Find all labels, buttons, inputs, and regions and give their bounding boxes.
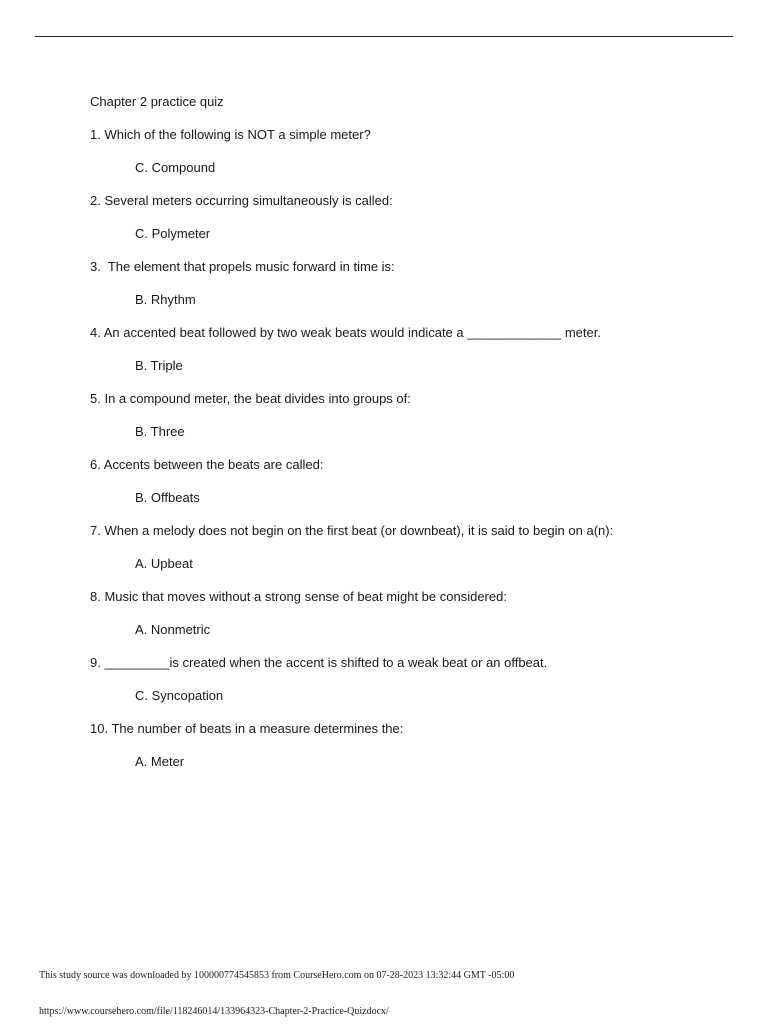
- answer-text: B. Triple: [135, 358, 183, 373]
- answer-text: A. Nonmetric: [135, 622, 211, 637]
- question-text: 3. The element that propels music forward in time is:: [90, 259, 395, 274]
- question-text: 7. When a melody does not begin on the first beat (or downbeat), it is said to begin on a(n):: [90, 523, 614, 538]
- quiz-item: [90, 654, 730, 704]
- quiz-item: [90, 324, 730, 374]
- answer-text: C. Polymeter: [135, 226, 211, 241]
- quiz-item: [90, 720, 730, 770]
- question-text: 1. Which of the following is NOT a simple meter?: [90, 127, 371, 142]
- question-text: 2. Several meters occurring simultaneously is called:: [90, 193, 393, 208]
- answer-text: C. Compound: [135, 160, 216, 175]
- quiz-document: [90, 93, 730, 786]
- question-text: 8. Music that moves without a strong sense of beat might be considered:: [90, 589, 507, 604]
- quiz-item: [90, 192, 730, 242]
- quiz-item: [90, 126, 730, 176]
- answer-text: C. Syncopation: [135, 688, 224, 703]
- answer-text: A. Meter: [135, 754, 185, 769]
- answer-text: A. Upbeat: [135, 556, 193, 571]
- answer-text: B. Three: [135, 424, 185, 439]
- question-text: 10. The number of beats in a measure determines the:: [90, 721, 404, 736]
- answer-text: B. Offbeats: [135, 490, 200, 505]
- quiz-item: [90, 456, 730, 506]
- answer-text: B. Rhythm: [135, 292, 196, 307]
- download-source-notice: This study source was downloaded by 100000774545853 from CourseHero.com on 07-28-2023 13:32:44 GMT -05:00: [39, 970, 515, 981]
- question-text: 5. In a compound meter, the beat divides into groups of:: [90, 391, 411, 406]
- quiz-item: [90, 588, 730, 638]
- header-rule: [35, 36, 733, 37]
- quiz-item: [90, 258, 730, 308]
- quiz-title: Chapter 2 practice quiz: [90, 94, 224, 109]
- quiz-item: [90, 390, 730, 440]
- source-url: https://www.coursehero.com/file/118246014/133964323-Chapter-2-Practice-Quizdocx/: [39, 1006, 389, 1017]
- question-text: 9. _________is created when the accent is shifted to a weak beat or an offbeat.: [90, 655, 548, 670]
- question-text: 4. An accented beat followed by two weak beats would indicate a _____________ meter.: [90, 325, 601, 340]
- question-text: 6. Accents between the beats are called:: [90, 457, 324, 472]
- quiz-item: [90, 522, 730, 572]
